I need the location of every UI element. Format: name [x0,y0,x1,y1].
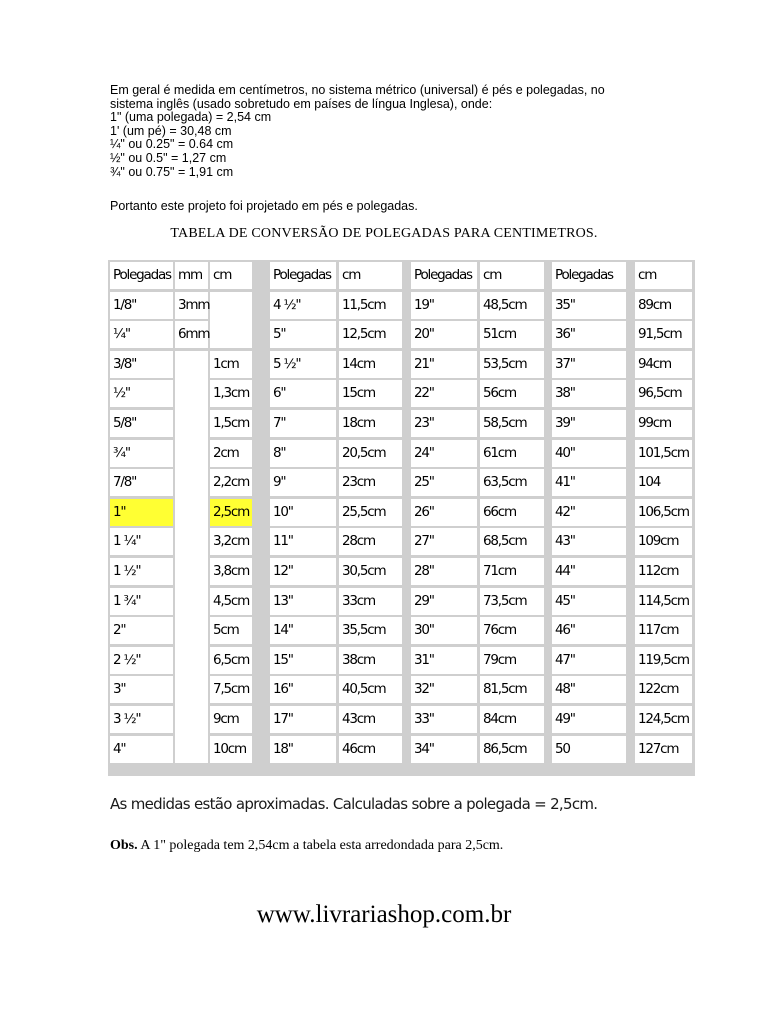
table-cell-inches: 37" [552,351,626,378]
table-cell-cm: 1cm [210,351,252,378]
table-cell-inches: 44" [552,558,626,585]
table-cell-inches: 46" [552,617,626,644]
table-cell-cm: 104 [635,469,692,496]
table-cell-cm: 2cm [210,440,252,467]
table-cell-inches: 47" [552,647,626,674]
table-cell-cm: 109cm [635,528,692,555]
intro-paragraph [110,84,670,179]
table-cell-inches: 30" [411,617,477,644]
table-cell-inches: 10" [270,499,336,526]
table-cell-inches: 16" [270,676,336,703]
intro-line: ¾" ou 0.75" = 1,91 cm [110,164,234,179]
obs-text: A 1" polegada tem 2,54cm a tabela esta arredondada para 2,5cm. [137,838,504,853]
table-cell-inches: ¼" [110,321,173,348]
table-cell-mm: 6mm [175,321,208,348]
table-cell-cm: 3,2cm [210,528,252,555]
project-units-sentence: Portanto este projeto foi projetado em pés e polegadas. [110,199,418,213]
table-cell-inches: 2" [110,617,173,644]
table-cell-inches: 11" [270,528,336,555]
website-url[interactable]: www.livrariashop.com.br [256,901,512,928]
table-cell-cm: 33cm [339,588,402,615]
table-cell-inches: 3/8" [110,351,173,378]
table-cell-cm: 71cm [480,558,544,585]
table-cell-inches: 38" [552,380,626,407]
table-cell-cm: 2,2cm [210,469,252,496]
table-cell-cm: 63,5cm [480,469,544,496]
table-cell-cm: 124,5cm [635,706,692,733]
table-cell-inches: 45" [552,588,626,615]
table-cell-inches: 1/8" [110,292,173,319]
table-cell-cm: 43cm [339,706,402,733]
table-header-cell: cm [635,262,692,289]
table-cell-cm: 53,5cm [480,351,544,378]
table-header-cell: Polegadas [270,262,336,289]
table-cell-inches: 31" [411,647,477,674]
intro-line: Em geral é medida em centímetros, no sistema métrico (universal) é pés e polegadas, no [110,83,605,97]
table-cell-inches: 40" [552,440,626,467]
table-cell-cm: 91,5cm [635,321,692,348]
table-cell-inches: 49" [552,706,626,733]
table-cell-cm: 1,3cm [210,380,252,407]
table-cell-inches: 43" [552,528,626,555]
table-cell-inches: ½" [110,380,173,407]
table-cell-inches: 13" [270,588,336,615]
intro-line: sistema inglês (usado sobretudo em países de língua Inglesa), onde: [110,96,493,111]
table-cell-cm: 119,5cm [635,647,692,674]
table-cell-inches: 36" [552,321,626,348]
table-cell-cm: 117cm [635,617,692,644]
table-title: TABELA DE CONVERSÃO DE POLEGADAS PARA CENTIMETROS. [170,226,598,241]
table-header-cell: mm [175,262,208,289]
table-cell-cm: 25,5cm [339,499,402,526]
table-cell-inches: 32" [411,676,477,703]
table-cell-inches: 9" [270,469,336,496]
table-cell-cm: 86,5cm [480,736,544,763]
table-cell-cm: 89cm [635,292,692,319]
table-cell-inches: 18" [270,736,336,763]
table-cell-cm: 127cm [635,736,692,763]
table-cell-cm: 6,5cm [210,647,252,674]
table-cell-inches: 34" [411,736,477,763]
intro-line: 1" (uma polegada) = 2,54 cm [110,110,272,125]
table-cell-cm: 30,5cm [339,558,402,585]
table-cell-inches: 14" [270,617,336,644]
table-header-cell: cm [339,262,402,289]
table-cell-inches: 23" [411,410,477,437]
table-cell-inches: ¾" [110,440,173,467]
table-cell-inches: 6" [270,380,336,407]
table-cell-cm: 4,5cm [210,588,252,615]
table-cell-inches: 5" [270,321,336,348]
table-cell-cm: 38cm [339,647,402,674]
table-cell-inches: 5 ½" [270,351,336,378]
table-cell-cm: 11,5cm [339,292,402,319]
table-cell-cm: 10cm [210,736,252,763]
intro-line: ¼" ou 0.25" = 0.64 cm [110,137,234,152]
table-cell-inches: 29" [411,588,477,615]
table-header-cell: cm [480,262,544,289]
table-cell-cm: 112cm [635,558,692,585]
table-cell-inches: 4 ½" [270,292,336,319]
table-cell-inches: 1 ¼" [110,528,173,555]
table-cell-empty [210,292,252,348]
table-cell-inches: 21" [411,351,477,378]
observation [110,838,503,854]
table-header-cell: cm [210,262,252,289]
table-cell-cm: 99cm [635,410,692,437]
table-cell-cm: 18cm [339,410,402,437]
table-cell-cm: 106,5cm [635,499,692,526]
table-cell-inches: 17" [270,706,336,733]
table-cell-cm: 58,5cm [480,410,544,437]
intro-line: 1' (um pé) = 30,48 cm [110,123,232,138]
intro-line: ½" ou 0.5" = 1,27 cm [110,150,227,165]
table-cell-cm: 20,5cm [339,440,402,467]
table-cell-cm: 14cm [339,351,402,378]
conversion-table [108,260,695,776]
table-cell-inches: 19" [411,292,477,319]
table-cell-inches: 42" [552,499,626,526]
table-cell-cm: 81,5cm [480,676,544,703]
table-cell-inches: 27" [411,528,477,555]
table-cell-cm: 1,5cm [210,410,252,437]
table-cell-cm: 40,5cm [339,676,402,703]
table-cell-cm: 94cm [635,351,692,378]
table-cell-cm: 51cm [480,321,544,348]
table-cell-inches: 8" [270,440,336,467]
table-cell-inches: 3" [110,676,173,703]
table-cell-cm: 56cm [480,380,544,407]
table-cell-inches: 1 ¾" [110,588,173,615]
table-cell-cm: 9cm [210,706,252,733]
table-cell-cm: 79cm [480,647,544,674]
table-cell-inches: 39" [552,410,626,437]
table-cell-cm: 35,5cm [339,617,402,644]
table-cell-inches: 3 ½" [110,706,173,733]
table-cell-mm: 3mm [175,292,208,319]
table-cell-inches: 4" [110,736,173,763]
table-cell-inches: 15" [270,647,336,674]
table-cell-cm: 66cm [480,499,544,526]
table-cell-cm: 73,5cm [480,588,544,615]
table-cell-inches: 35" [552,292,626,319]
table-cell-cm: 101,5cm [635,440,692,467]
table-cell-inches: 33" [411,706,477,733]
table-cell-inches: 1 ½" [110,558,173,585]
table-cell-inches: 28" [411,558,477,585]
table-cell-cm: 76cm [480,617,544,644]
table-cell-inches: 24" [411,440,477,467]
table-cell-cm: 15cm [339,380,402,407]
table-cell-cm: 28cm [339,528,402,555]
table-cell-inches: 50 [552,736,626,763]
table-cell-inches: 1" [110,499,173,526]
table-cell-inches: 22" [411,380,477,407]
table-cell-inches: 26" [411,499,477,526]
table-cell-inches: 25" [411,469,477,496]
table-cell-inches: 2 ½" [110,647,173,674]
table-cell-inches: 7/8" [110,469,173,496]
table-cell-inches: 7" [270,410,336,437]
table-cell-cm: 84cm [480,706,544,733]
table-cell-inches: 41" [552,469,626,496]
approximation-note: As medidas estão aproximadas. Calculadas sobre a polegada = 2,5cm. [110,795,598,813]
obs-label: Obs. [110,838,138,853]
table-cell-inches: 48" [552,676,626,703]
table-cell-cm: 2,5cm [210,499,252,526]
table-cell-inches: 12" [270,558,336,585]
table-cell-cm: 114,5cm [635,588,692,615]
table-cell-cm: 46cm [339,736,402,763]
table-cell-cm: 122cm [635,676,692,703]
table-cell-cm: 48,5cm [480,292,544,319]
table-cell-cm: 61cm [480,440,544,467]
table-cell-cm: 5cm [210,617,252,644]
table-cell-inches: 5/8" [110,410,173,437]
table-header-cell: Polegadas [552,262,626,289]
table-cell-cm: 68,5cm [480,528,544,555]
table-cell-cm: 7,5cm [210,676,252,703]
table-cell-cm: 96,5cm [635,380,692,407]
table-cell-cm: 23cm [339,469,402,496]
table-cell-inches: 20" [411,321,477,348]
table-cell-empty [175,351,208,763]
table-cell-cm: 3,8cm [210,558,252,585]
table-header-cell: Polegadas [411,262,477,289]
table-cell-cm: 12,5cm [339,321,402,348]
table-header-cell: Polegadas [110,262,173,289]
